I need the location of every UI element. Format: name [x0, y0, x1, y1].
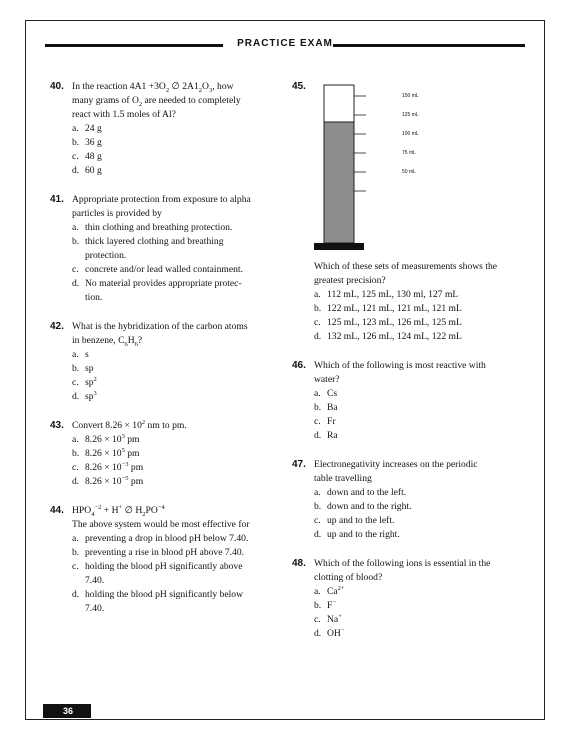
question-47	[292, 458, 537, 542]
answer-option[interactable]: b. $8.26 \times 10^5$ pm	[72, 446, 140, 459]
answer-option[interactable]: d. 60 g	[72, 165, 102, 176]
question-number: 48.	[292, 558, 306, 569]
question-40	[50, 80, 272, 178]
graduated-cylinder-icon	[314, 80, 464, 255]
question-48	[292, 557, 537, 641]
page-number: 36	[43, 704, 91, 718]
answer-option[interactable]: c. $sp^2$	[72, 375, 97, 388]
answer-option[interactable]: d. holding the blood pH significantly below 7.40.	[72, 589, 244, 614]
question-stem: The above system would be most effective for	[72, 519, 250, 530]
answer-option[interactable]: b. preventing a rise in blood pH above 7.40.	[72, 547, 245, 558]
answer-option[interactable]: b. 122 mL, 121 mL, 121 mL, 121 mL	[314, 303, 462, 314]
question-43	[50, 419, 272, 489]
answer-option[interactable]: c. holding the blood pH significantly above 7.40.	[72, 561, 243, 586]
answer-option[interactable]: d. $sp^3$	[72, 389, 97, 402]
question-stem: Convert $8.26 \times 10^2$ nm to pm.	[72, 418, 187, 431]
answer-option[interactable]: a. 24 g	[72, 123, 102, 134]
answer-option[interactable]: a. 112 mL, 125 mL, 130 ml, 127 mL	[314, 289, 459, 300]
answer-option[interactable]: b. F−	[314, 598, 337, 611]
question-41	[50, 193, 272, 305]
answer-option[interactable]: b. down and to the right.	[314, 501, 412, 512]
answer-option[interactable]: b. thick layered clothing and breathing protection.	[72, 236, 224, 261]
question-stem-line-2: table travelling	[314, 473, 372, 484]
answer-option[interactable]: a. s	[72, 349, 89, 360]
graduated-cylinder-figure	[314, 80, 559, 260]
question-stem-line-3: react with 1.5 moles of Al?	[72, 109, 176, 120]
question-46	[292, 359, 537, 443]
answer-option[interactable]: b. 36 g	[72, 137, 102, 148]
question-stem-line-2: particles is provided by	[72, 208, 162, 219]
answer-option[interactable]: a. $Ca^{2+}$	[314, 584, 345, 597]
cylinder-label: 50 mL	[402, 169, 416, 175]
answer-option[interactable]: c. Fr	[314, 416, 336, 427]
answer-option[interactable]: d. Ra	[314, 430, 338, 441]
question-44	[50, 504, 272, 616]
question-stem-line-2: greatest precision?	[314, 275, 386, 286]
question-stem: What is the hybridization of the carbon atoms	[72, 321, 248, 332]
answer-option[interactable]: c. 125 mL, 123 mL, 126 mL, 125 mL	[314, 317, 462, 328]
cylinder-liquid	[325, 122, 354, 243]
answer-option[interactable]: a. thin clothing and breathing protection.	[72, 222, 233, 233]
question-number: 46.	[292, 360, 306, 371]
answer-option[interactable]: d. $8.26 \times 10^{-5}$ pm	[72, 474, 144, 487]
cylinder-label: 75 mL	[402, 150, 416, 156]
answer-option[interactable]: d. No material provides appropriate protec- tion.	[72, 278, 242, 303]
answer-option[interactable]: c. $8.26 \times 10^{-3}$ pm	[72, 460, 144, 473]
question-stem-line-2: clotting of blood?	[314, 572, 383, 583]
question-42	[50, 320, 272, 404]
question-stem: Which of the following is most reactive with	[314, 360, 486, 371]
left-column	[50, 80, 272, 616]
question-number: 43.	[50, 420, 64, 431]
question-number: 44.	[50, 505, 64, 516]
answer-option[interactable]: a. preventing a drop in blood pH below 7.40.	[72, 533, 249, 544]
question-stem: In the reaction $4A1 +3O_2$ ∅ $2A1_2O_3$, how	[72, 81, 234, 94]
cylinder-base	[314, 243, 364, 250]
answer-option[interactable]: d. up and to the right.	[314, 529, 400, 540]
question-number: 47.	[292, 459, 306, 470]
answer-option[interactable]: a. Cs	[314, 388, 338, 399]
question-stem-line-2: water?	[314, 374, 340, 385]
page-header-title: PRACTICE EXAM	[237, 38, 333, 49]
cylinder-label: 125 mL	[402, 112, 419, 118]
answer-option[interactable]: c. Na+	[314, 612, 342, 625]
answer-option[interactable]: d. OH−	[314, 626, 345, 639]
question-equation: $HPO_4^{-2} + H^+$ ∅ $H_2PO^{-4}$	[72, 503, 165, 518]
answer-option[interactable]: c. 48 g	[72, 151, 102, 162]
question-number: 42.	[50, 321, 64, 332]
answer-option[interactable]: a. $8.26 \times 10^3$ pm	[72, 432, 140, 445]
cylinder-label: 150 mL	[402, 93, 419, 99]
question-stem: Electronegativity increases on the periodic	[314, 459, 478, 470]
cylinder-label: 100 mL	[402, 131, 419, 137]
question-number: 40.	[50, 81, 64, 92]
question-stem: Which of the following ions is essential in the	[314, 558, 491, 569]
question-stem-line-2: many grams of $O_2$ are needed to completely	[72, 95, 241, 108]
answer-option[interactable]: b. Ba	[314, 402, 338, 413]
question-number: 45.	[292, 81, 306, 92]
answer-option[interactable]: d. 132 mL, 126 mL, 124 mL, 122 mL	[314, 331, 462, 342]
question-stem-line-2: in benzene, $C_6H_6$?	[72, 335, 143, 348]
answer-option[interactable]: c. up and to the left.	[314, 515, 395, 526]
answer-option[interactable]: b. sp	[72, 363, 94, 374]
question-stem: Appropriate protection from exposure to alpha	[72, 194, 251, 205]
question-45	[292, 80, 537, 344]
answer-option[interactable]: a. down and to the left.	[314, 487, 407, 498]
question-stem: Which of these sets of measurements shows the	[314, 261, 498, 272]
right-column	[292, 80, 537, 641]
question-number: 41.	[50, 194, 64, 205]
answer-option[interactable]: c. concrete and/or lead walled containment.	[72, 264, 243, 275]
